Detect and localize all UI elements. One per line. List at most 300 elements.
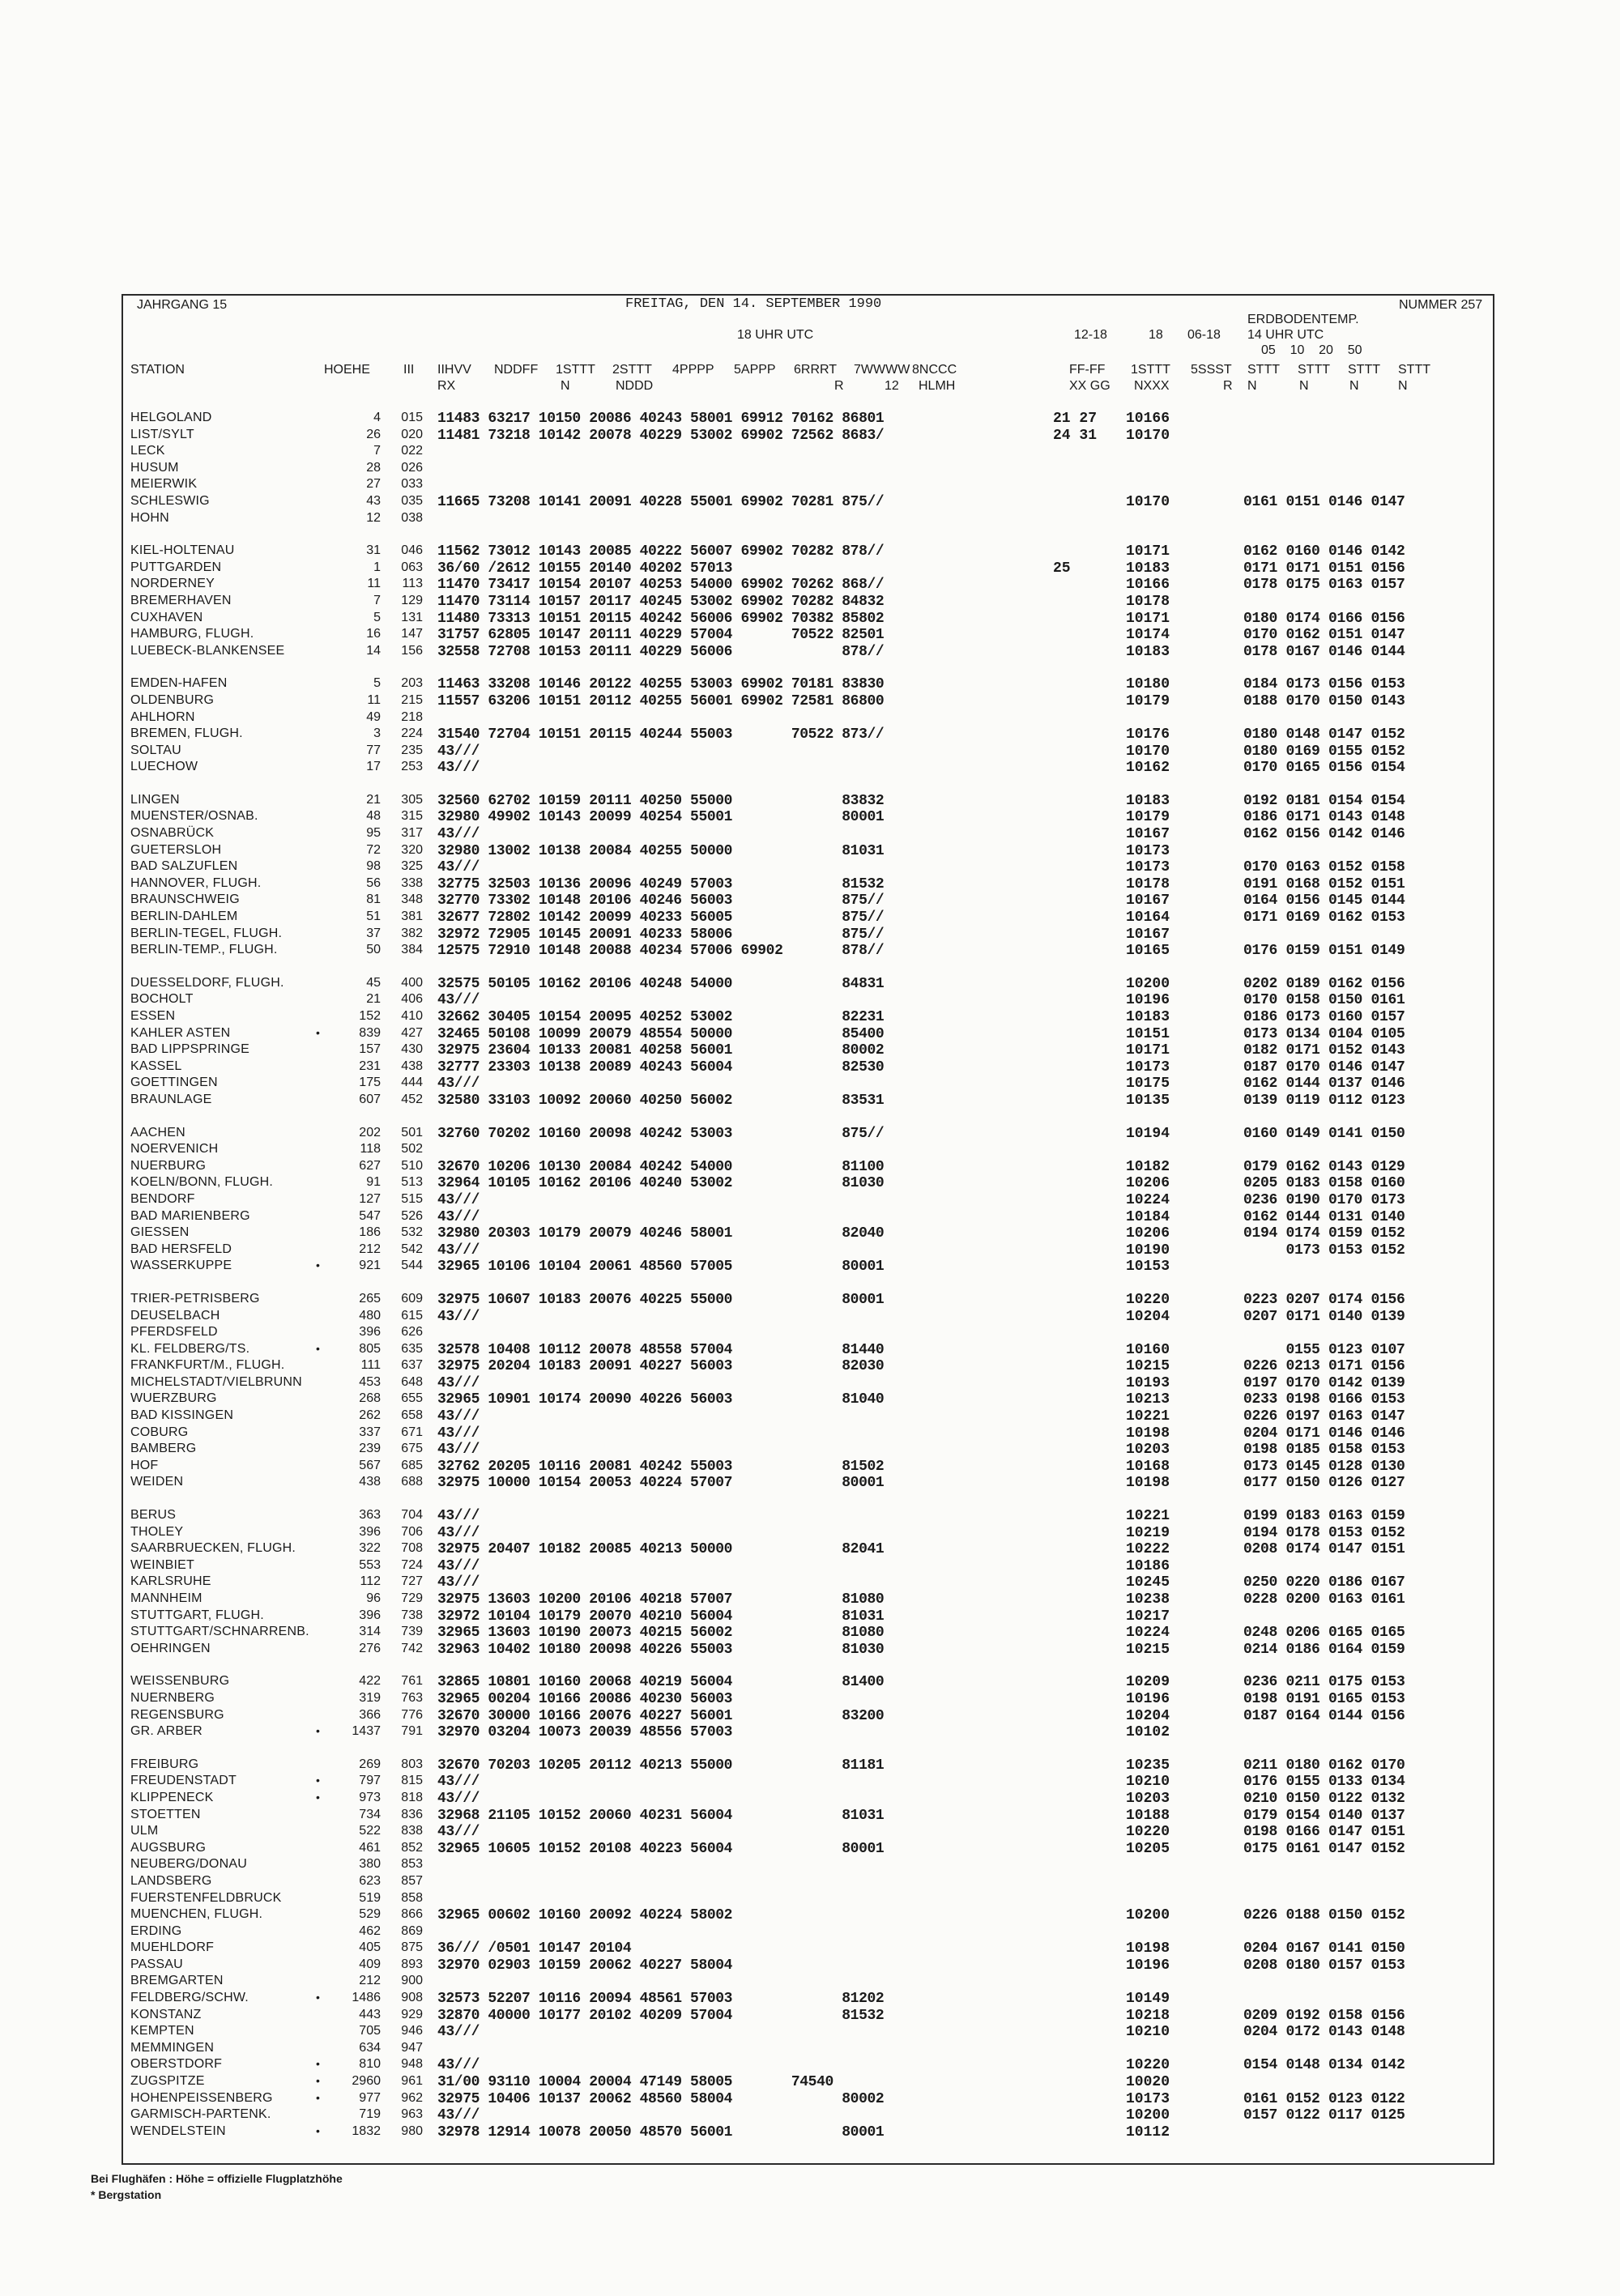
max-temp-group: 10220 bbox=[1126, 1824, 1170, 1841]
station-name: NOERVENICH bbox=[130, 1142, 219, 1157]
station-number: 675 bbox=[401, 1442, 423, 1456]
station-number: 305 bbox=[401, 792, 423, 807]
station-number: 706 bbox=[401, 1524, 423, 1539]
synop-groups: 43/// bbox=[437, 992, 480, 1009]
soil-temperatures: 0177 0150 0126 0127 bbox=[1243, 1475, 1405, 1492]
station-name: KARLSRUHE bbox=[130, 1574, 211, 1589]
table-row bbox=[0, 1059, 1620, 1076]
synop-groups: 43/// bbox=[437, 2057, 480, 2074]
station-group bbox=[0, 1508, 1620, 1658]
station-number: 908 bbox=[401, 1991, 423, 2005]
station-group bbox=[0, 676, 1620, 777]
soil-temperatures: 0162 0156 0142 0146 bbox=[1243, 826, 1405, 843]
station-number: 203 bbox=[401, 676, 423, 691]
max-temp-group: 10167 bbox=[1126, 826, 1170, 843]
station-elevation: 380 bbox=[359, 1857, 381, 1872]
station-number: 671 bbox=[401, 1425, 423, 1439]
soil-temperatures: 0250 0220 0186 0167 bbox=[1243, 1574, 1405, 1591]
synop-groups: 43/// bbox=[437, 1408, 480, 1425]
station-name: BERLIN-TEGEL, FLUGH. bbox=[130, 926, 283, 940]
table-row bbox=[0, 1126, 1620, 1143]
station-name: BREMERHAVEN bbox=[130, 593, 232, 607]
issue-date: FREITAG, DEN 14. SEPTEMBER 1990 bbox=[625, 296, 882, 312]
max-temp-group: 10112 bbox=[1126, 2123, 1170, 2141]
station-number: 635 bbox=[401, 1341, 423, 1356]
soil-temperatures: 0214 0186 0164 0159 bbox=[1243, 1641, 1405, 1658]
station-number: 948 bbox=[401, 2057, 423, 2072]
soil-temperatures: 0204 0172 0143 0148 bbox=[1243, 2024, 1405, 2041]
col2-r2: R bbox=[1223, 379, 1233, 393]
soil-temperatures: 0248 0206 0165 0165 bbox=[1243, 1625, 1405, 1642]
synop-groups: 32975 20204 10183 20091 40227 56003 82030 bbox=[437, 1358, 885, 1375]
synop-groups: 32870 40000 10177 20102 40209 57004 81532 bbox=[437, 2007, 885, 2024]
station-number: 315 bbox=[401, 809, 423, 824]
synop-groups: 43/// bbox=[437, 1442, 480, 1459]
max-temp-group: 10162 bbox=[1126, 760, 1170, 777]
station-elevation: 443 bbox=[359, 2007, 381, 2021]
max-temp-group: 10190 bbox=[1126, 1242, 1170, 1259]
synop-groups: 32670 10206 10130 20084 40242 54000 81100 bbox=[437, 1158, 885, 1175]
station-name: GARMISCH-PARTENK. bbox=[130, 2107, 271, 2122]
station-elevation: 231 bbox=[359, 1059, 381, 1073]
max-temp-group: 10238 bbox=[1126, 1591, 1170, 1608]
station-elevation: 453 bbox=[359, 1374, 381, 1389]
station-name: KIEL-HOLTENAU bbox=[130, 543, 235, 558]
station-number: 400 bbox=[401, 975, 423, 990]
synop-groups: 32573 52207 10116 20094 48561 57003 81202 bbox=[437, 1991, 885, 2008]
synop-groups: 43/// bbox=[437, 1076, 480, 1093]
synop-groups: 32662 30405 10154 20095 40252 53002 82231 bbox=[437, 1009, 885, 1025]
synop-groups: 32575 50105 10162 20106 40248 54000 84831 bbox=[437, 975, 885, 992]
table-row bbox=[0, 1808, 1620, 1825]
soil-temperatures: 0162 0160 0146 0142 bbox=[1243, 543, 1405, 560]
station-elevation: 567 bbox=[359, 1458, 381, 1472]
max-temp-group: 10219 bbox=[1126, 1524, 1170, 1541]
max-temp-group: 10178 bbox=[1126, 875, 1170, 892]
synop-groups: 43/// bbox=[437, 1242, 480, 1259]
station-elevation: 627 bbox=[359, 1158, 381, 1173]
max-temp-group: 10183 bbox=[1126, 792, 1170, 809]
synop-groups: 32558 72708 10153 20111 40229 56006 878// bbox=[437, 643, 885, 660]
table-row bbox=[0, 560, 1620, 577]
synop-groups: 11470 73114 10157 20117 40245 53002 69902 70282 84832 bbox=[437, 593, 885, 610]
table-row bbox=[0, 1292, 1620, 1309]
station-elevation: 461 bbox=[359, 1840, 381, 1855]
max-temp-group: 10205 bbox=[1126, 1840, 1170, 1857]
synop-groups: 43/// bbox=[437, 1374, 480, 1391]
station-number: 063 bbox=[401, 560, 423, 574]
soil-temp-heading: ERDBODENTEMP. bbox=[1247, 313, 1359, 326]
table-row bbox=[0, 1425, 1620, 1442]
wind-gust-group: 21 27 bbox=[1053, 411, 1098, 427]
station-number: 963 bbox=[401, 2107, 423, 2122]
station-number: 704 bbox=[401, 1508, 423, 1523]
station-elevation: 111 bbox=[360, 1358, 381, 1373]
table-row bbox=[0, 461, 1620, 478]
col2-n50: N bbox=[1398, 379, 1408, 393]
table-row bbox=[0, 1724, 1620, 1741]
soil-temperatures: 0205 0183 0158 0160 bbox=[1243, 1175, 1405, 1192]
synop-groups: 11665 73208 10141 20091 40228 55001 69902 70281 875// bbox=[437, 493, 885, 510]
station-elevation: 212 bbox=[359, 1974, 381, 1988]
table-row bbox=[0, 1459, 1620, 1476]
soil-temperatures: 0198 0166 0147 0151 bbox=[1243, 1824, 1405, 1841]
col-1sttt: 1STTT bbox=[556, 363, 595, 377]
station-number: 727 bbox=[401, 1574, 423, 1589]
synop-groups: 43/// bbox=[437, 1774, 480, 1791]
station-number: 626 bbox=[401, 1325, 423, 1340]
col-sttt-05: STTT bbox=[1247, 363, 1280, 377]
synop-groups: 43/// bbox=[437, 1425, 480, 1442]
table-row bbox=[0, 1574, 1620, 1591]
soil-temperatures: 0188 0170 0150 0143 bbox=[1243, 692, 1405, 709]
soil-temperatures: 0187 0170 0146 0147 bbox=[1243, 1059, 1405, 1076]
station-name: OEHRINGEN bbox=[130, 1641, 211, 1655]
station-number: 235 bbox=[401, 743, 423, 757]
table-row bbox=[0, 2124, 1620, 2141]
station-name: SOLTAU bbox=[130, 743, 181, 757]
volume-label: JAHRGANG 15 bbox=[137, 298, 228, 312]
synop-groups: 32975 13603 10200 20106 40218 57007 81080 bbox=[437, 1591, 885, 1608]
mountain-station-marker: • bbox=[316, 2057, 320, 2071]
station-elevation: 28 bbox=[366, 460, 381, 475]
station-elevation: 3 bbox=[373, 726, 381, 741]
station-number: 961 bbox=[401, 2074, 423, 2089]
soil-temperatures: 0236 0190 0170 0173 bbox=[1243, 1191, 1405, 1208]
station-elevation: 7 bbox=[373, 444, 381, 458]
station-number: 655 bbox=[401, 1391, 423, 1406]
station-elevation: 118 bbox=[360, 1142, 381, 1157]
synop-groups: 11562 73012 10143 20085 40222 56007 69902 70282 878// bbox=[437, 543, 885, 560]
station-number: 381 bbox=[401, 909, 423, 924]
synop-groups: 43/// bbox=[437, 2024, 480, 2041]
soil-temperatures: 0192 0181 0154 0154 bbox=[1243, 792, 1405, 809]
wind-gust-group: 24 31 bbox=[1053, 427, 1098, 444]
station-name: BAD KISSINGEN bbox=[130, 1408, 234, 1423]
station-number: 022 bbox=[401, 444, 423, 458]
synop-groups: 32975 20407 10182 20085 40213 50000 82041 bbox=[437, 1541, 885, 1558]
station-elevation: 519 bbox=[359, 1890, 381, 1905]
station-name: AHLHORN bbox=[130, 709, 195, 724]
synop-groups: 43/// bbox=[437, 1574, 480, 1591]
station-number: 637 bbox=[401, 1358, 423, 1373]
synop-groups: 32965 00204 10166 20086 40230 56003 bbox=[437, 1690, 733, 1707]
table-row bbox=[0, 577, 1620, 594]
max-temp-group: 10167 bbox=[1126, 926, 1170, 943]
station-name: KAHLER ASTEN bbox=[130, 1025, 231, 1040]
mountain-station-marker: • bbox=[316, 1790, 320, 1804]
table-row bbox=[0, 793, 1620, 810]
station-number: 532 bbox=[401, 1225, 423, 1240]
station-name: LIST/SYLT bbox=[130, 427, 194, 441]
station-name: SAARBRUECKEN, FLUGH. bbox=[130, 1541, 296, 1556]
soil-temperatures: 0187 0164 0144 0156 bbox=[1243, 1707, 1405, 1724]
station-number: 156 bbox=[401, 643, 423, 658]
soil-temperatures: 0162 0144 0131 0140 bbox=[1243, 1208, 1405, 1225]
station-name: OBERSTDORF bbox=[130, 2057, 223, 2072]
soil-temperatures: 0178 0167 0146 0144 bbox=[1243, 643, 1405, 660]
station-number: 838 bbox=[401, 1824, 423, 1838]
synop-groups: 43/// bbox=[437, 1790, 480, 1807]
station-elevation: 363 bbox=[359, 1508, 381, 1523]
station-number: 502 bbox=[401, 1142, 423, 1157]
station-number: 038 bbox=[401, 510, 423, 525]
station-name: BAD MARIENBERG bbox=[130, 1208, 250, 1223]
synop-groups: 43/// bbox=[437, 760, 480, 777]
mountain-station-marker: • bbox=[316, 1724, 320, 1738]
station-name: PUTTGARDEN bbox=[130, 560, 222, 574]
station-elevation: 607 bbox=[359, 1092, 381, 1106]
synop-groups: 32762 20205 10116 20081 40242 55003 81502 bbox=[437, 1458, 885, 1475]
synop-groups: 32670 30000 10166 20076 40227 56001 83200 bbox=[437, 1707, 885, 1724]
synop-groups: 31/00 93110 10004 20004 47149 58005 74540 bbox=[437, 2074, 833, 2091]
station-elevation: 634 bbox=[359, 2040, 381, 2055]
station-name: SCHLESWIG bbox=[130, 493, 210, 508]
soil-temperatures: 0184 0173 0156 0153 bbox=[1243, 676, 1405, 693]
max-temp-group: 10220 bbox=[1126, 2057, 1170, 2074]
soil-temperatures: 0154 0148 0134 0142 bbox=[1243, 2057, 1405, 2074]
station-number: 131 bbox=[401, 610, 423, 624]
max-temp-group: 10200 bbox=[1126, 1907, 1170, 1924]
station-group bbox=[0, 1674, 1620, 1740]
station-name: KEMPTEN bbox=[130, 2024, 194, 2038]
max-temp-group: 10170 bbox=[1126, 427, 1170, 444]
station-elevation: 48 bbox=[366, 809, 381, 824]
soil-temperatures: 0161 0152 0123 0122 bbox=[1243, 2090, 1405, 2107]
table-row bbox=[0, 2074, 1620, 2091]
station-elevation: 5 bbox=[373, 676, 381, 691]
station-elevation: 175 bbox=[359, 1076, 381, 1090]
station-elevation: 977 bbox=[359, 2090, 381, 2105]
max-temp-group: 10174 bbox=[1126, 627, 1170, 644]
synop-groups: 32677 72802 10142 20099 40233 56005 875// bbox=[437, 909, 885, 926]
table-row bbox=[0, 1957, 1620, 1974]
station-name: KLIPPENECK bbox=[130, 1790, 214, 1804]
station-name: GR. ARBER bbox=[130, 1724, 202, 1739]
synop-groups: 32980 20303 10179 20079 40246 58001 82040 bbox=[437, 1225, 885, 1242]
table-row bbox=[0, 743, 1620, 760]
col-sttt-50: STTT bbox=[1398, 363, 1430, 377]
station-name: MUENCHEN, FLUGH. bbox=[130, 1907, 263, 1922]
soil-temperatures: 0155 0123 0107 bbox=[1243, 1341, 1405, 1358]
station-elevation: 212 bbox=[359, 1242, 381, 1256]
soil-temperatures: 0170 0163 0152 0158 bbox=[1243, 859, 1405, 876]
station-name: PFERDSFELD bbox=[130, 1325, 218, 1340]
station-elevation: 11 bbox=[367, 577, 381, 591]
soil-temperatures: 0204 0171 0146 0146 bbox=[1243, 1425, 1405, 1442]
station-name: BAD LIPPSPRINGE bbox=[130, 1042, 250, 1057]
station-number: 325 bbox=[401, 859, 423, 874]
soil-temperatures: 0161 0151 0146 0147 bbox=[1243, 493, 1405, 510]
station-elevation: 7 bbox=[373, 593, 381, 607]
synop-groups: 31540 72704 10151 20115 40244 55003 70522 873// bbox=[437, 726, 885, 743]
table-row bbox=[0, 1891, 1620, 1908]
soil-temperatures: 0207 0171 0140 0139 bbox=[1243, 1308, 1405, 1325]
table-row bbox=[0, 843, 1620, 860]
synop-groups: 32760 70202 10160 20098 40242 53003 875// bbox=[437, 1125, 885, 1142]
table-row bbox=[0, 1857, 1620, 1874]
soil-temperatures: 0226 0213 0171 0156 bbox=[1243, 1358, 1405, 1375]
table-row bbox=[0, 1674, 1620, 1691]
max-temp-group: 10180 bbox=[1126, 676, 1170, 693]
max-temp-group: 10165 bbox=[1126, 943, 1170, 960]
station-name: MANNHEIM bbox=[130, 1591, 202, 1605]
station-elevation: 422 bbox=[359, 1674, 381, 1689]
station-elevation: 734 bbox=[359, 1807, 381, 1821]
max-temp-group: 10206 bbox=[1126, 1225, 1170, 1242]
mountain-station-marker: • bbox=[316, 2074, 320, 2088]
col-5appp: 5APPP bbox=[734, 363, 776, 377]
station-name: KASSEL bbox=[130, 1059, 182, 1073]
mountain-station-marker: • bbox=[316, 1025, 320, 1039]
table-row bbox=[0, 1209, 1620, 1226]
table-row bbox=[0, 1757, 1620, 1774]
station-name: HOHN bbox=[130, 510, 169, 525]
max-temp-group: 10193 bbox=[1126, 1374, 1170, 1391]
station-name: BAMBERG bbox=[130, 1442, 197, 1456]
station-name: LINGEN bbox=[130, 792, 180, 807]
station-number: 382 bbox=[401, 926, 423, 940]
synop-groups: 32670 70203 10205 20112 40213 55000 81181 bbox=[437, 1757, 885, 1774]
station-name: FREIBURG bbox=[130, 1757, 199, 1771]
max-temp-group: 10170 bbox=[1126, 493, 1170, 510]
max-temp-group: 10186 bbox=[1126, 1557, 1170, 1574]
max-temp-group: 10198 bbox=[1126, 1940, 1170, 1957]
station-group bbox=[0, 1757, 1620, 2141]
max-temp-group: 10102 bbox=[1126, 1724, 1170, 1741]
synop-groups: 32963 10402 10180 20098 40226 55003 81030 bbox=[437, 1641, 885, 1658]
station-group bbox=[0, 411, 1620, 527]
station-elevation: 276 bbox=[359, 1641, 381, 1655]
synop-groups: 36/60 /2612 10155 20140 40202 57013 bbox=[437, 560, 733, 577]
station-number: 410 bbox=[401, 1009, 423, 1023]
max-temp-group: 10179 bbox=[1126, 809, 1170, 826]
soil-temperatures: 0139 0119 0112 0123 bbox=[1243, 1092, 1405, 1109]
station-number: 515 bbox=[401, 1191, 423, 1206]
mountain-station-marker: • bbox=[316, 1774, 320, 1787]
station-elevation: 77 bbox=[366, 743, 381, 757]
station-name: WEISSENBURG bbox=[130, 1674, 230, 1689]
station-elevation: 268 bbox=[359, 1391, 381, 1406]
station-name: OLDENBURG bbox=[130, 692, 215, 707]
synop-groups: 32560 62702 10159 20111 40250 55000 83832 bbox=[437, 792, 885, 809]
soil-temperatures: 0175 0161 0147 0152 bbox=[1243, 1840, 1405, 1857]
table-row bbox=[0, 2091, 1620, 2108]
soil-temperatures: 0182 0171 0152 0143 bbox=[1243, 1042, 1405, 1059]
station-number: 836 bbox=[401, 1807, 423, 1821]
station-group bbox=[0, 976, 1620, 1110]
station-number: 510 bbox=[401, 1158, 423, 1173]
max-temp-group: 10196 bbox=[1126, 992, 1170, 1009]
soil-temperatures: 0180 0174 0166 0156 bbox=[1243, 610, 1405, 627]
station-number: 046 bbox=[401, 543, 423, 558]
col2-n20: N bbox=[1349, 379, 1359, 393]
station-elevation: 56 bbox=[366, 875, 381, 890]
table-row bbox=[0, 1175, 1620, 1192]
table-row bbox=[0, 1093, 1620, 1110]
station-name: MUENSTER/OSNAB. bbox=[130, 809, 258, 824]
mountain-station-marker: • bbox=[316, 1259, 320, 1272]
station-name: ULM bbox=[130, 1824, 159, 1838]
soil-temperatures: 0179 0162 0143 0129 bbox=[1243, 1158, 1405, 1175]
max-temp-group: 10218 bbox=[1126, 2007, 1170, 2024]
station-number: 035 bbox=[401, 493, 423, 508]
synop-groups: 32770 73302 10148 20106 40246 56003 875// bbox=[437, 892, 885, 909]
col-ff-ff: FF-FF bbox=[1069, 363, 1106, 377]
table-row bbox=[0, 1442, 1620, 1459]
col-sttt-10: STTT bbox=[1298, 363, 1330, 377]
table-row bbox=[0, 1591, 1620, 1608]
mountain-station-marker: • bbox=[316, 2090, 320, 2104]
station-number: 526 bbox=[401, 1208, 423, 1223]
footnote-mountain-station: * Bergstation bbox=[91, 2188, 162, 2201]
station-number: 875 bbox=[401, 1940, 423, 1955]
synop-groups: 32975 10607 10183 20076 40225 55000 80001 bbox=[437, 1291, 885, 1308]
table-row bbox=[0, 1325, 1620, 1342]
station-number: 866 bbox=[401, 1907, 423, 1922]
synop-groups: 43/// bbox=[437, 1824, 480, 1841]
station-number: 791 bbox=[401, 1724, 423, 1739]
soil-temperatures: 0170 0162 0151 0147 bbox=[1243, 627, 1405, 644]
station-name: WEINBIET bbox=[130, 1557, 194, 1572]
obs-time-14utc: 14 UHR UTC bbox=[1247, 328, 1324, 342]
max-temp-group: 10173 bbox=[1126, 859, 1170, 876]
table-row bbox=[0, 676, 1620, 693]
soil-temperatures: 0197 0170 0142 0139 bbox=[1243, 1374, 1405, 1391]
table-row bbox=[0, 1242, 1620, 1259]
max-temp-group: 10203 bbox=[1126, 1790, 1170, 1807]
footnote-airports: Bei Flughäfen : Höhe = offizielle Flugplatzhöhe bbox=[91, 2172, 343, 2185]
synop-groups: 43/// bbox=[437, 1524, 480, 1541]
soil-temperatures: 0194 0178 0153 0152 bbox=[1243, 1524, 1405, 1541]
synop-groups: 32580 33103 10092 20060 40250 56002 83531 bbox=[437, 1092, 885, 1109]
col-iihvv: IIHVV bbox=[437, 363, 471, 377]
station-name: HAMBURG, FLUGH. bbox=[130, 627, 254, 641]
col-1sttt-max: 1STTT bbox=[1131, 363, 1170, 377]
station-elevation: 239 bbox=[359, 1442, 381, 1456]
table-row bbox=[0, 1940, 1620, 1957]
station-elevation: 396 bbox=[359, 1524, 381, 1539]
max-temp-group: 10151 bbox=[1126, 1025, 1170, 1042]
mountain-station-marker: • bbox=[316, 2123, 320, 2137]
table-row bbox=[0, 1076, 1620, 1093]
table-row bbox=[0, 511, 1620, 528]
station-number: 026 bbox=[401, 460, 423, 475]
col-station: STATION bbox=[130, 363, 185, 377]
max-temp-group: 10166 bbox=[1126, 411, 1170, 427]
station-name: DUESSELDORF, FLUGH. bbox=[130, 975, 284, 990]
col-nddff: NDDFF bbox=[494, 363, 539, 377]
table-row bbox=[0, 1342, 1620, 1359]
table-row bbox=[0, 428, 1620, 445]
station-elevation: 797 bbox=[359, 1774, 381, 1788]
max-temp-group: 10221 bbox=[1126, 1408, 1170, 1425]
station-elevation: 522 bbox=[359, 1824, 381, 1838]
station-number: 317 bbox=[401, 826, 423, 841]
max-temp-group: 10149 bbox=[1126, 1991, 1170, 2008]
station-name: FRANKFURT/M., FLUGH. bbox=[130, 1358, 285, 1373]
station-elevation: 17 bbox=[366, 760, 381, 774]
table-row bbox=[0, 1824, 1620, 1841]
table-row bbox=[0, 1375, 1620, 1392]
soil-temperatures: 0171 0169 0162 0153 bbox=[1243, 909, 1405, 926]
synop-groups: 32975 23604 10133 20081 40258 56001 80002 bbox=[437, 1042, 885, 1059]
synop-groups: 11557 63206 10151 20112 40255 56001 69902 72581 86800 bbox=[437, 692, 885, 709]
table-row bbox=[0, 1475, 1620, 1492]
max-temp-group: 10182 bbox=[1126, 1158, 1170, 1175]
station-name: TRIER-PETRISBERG bbox=[130, 1291, 260, 1306]
station-elevation: 623 bbox=[359, 1873, 381, 1888]
